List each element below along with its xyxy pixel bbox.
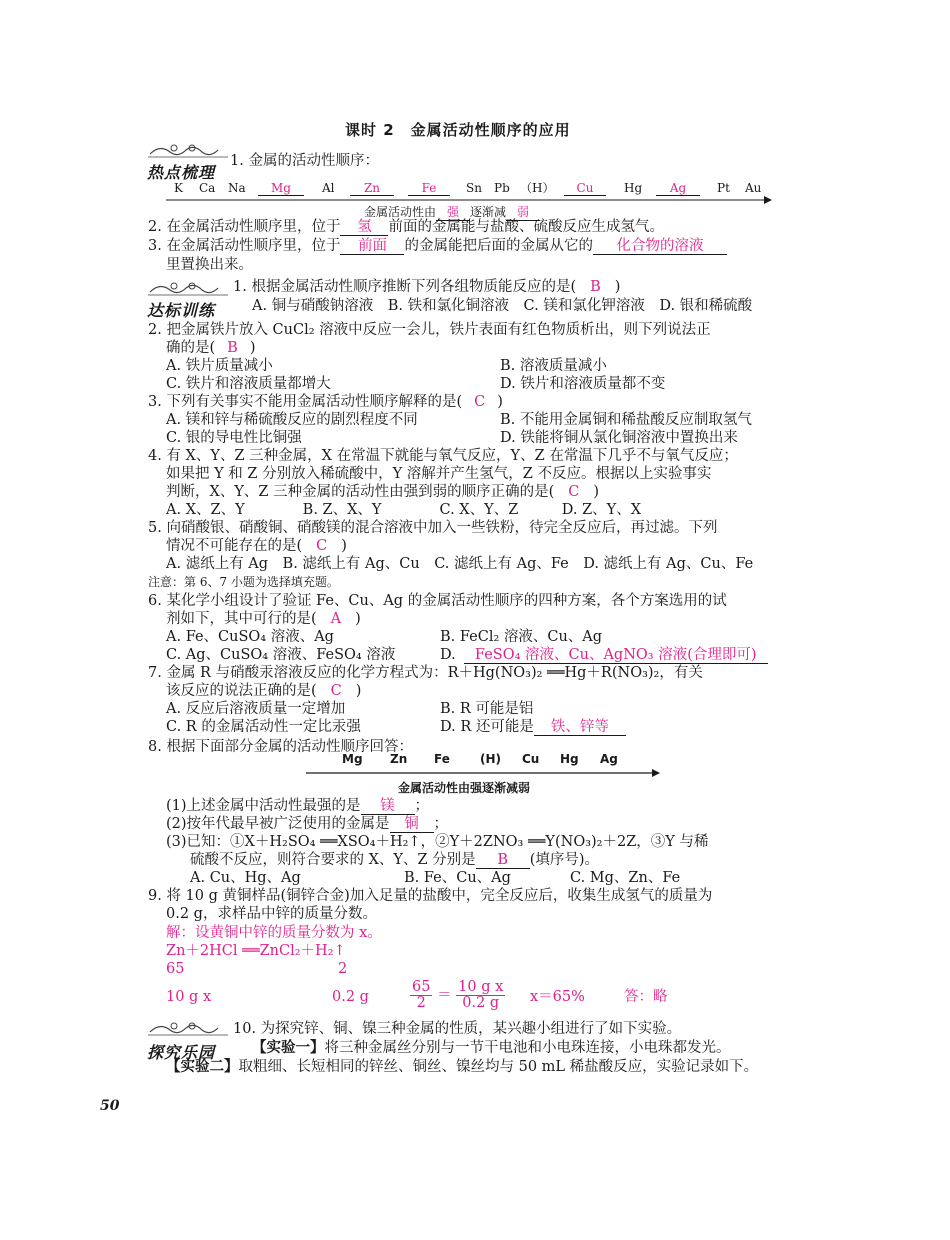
d9-solution-4b: 0.2 g [332, 989, 369, 1005]
metal-blank-Fe: Fe [408, 181, 450, 196]
d2-stem-1: 2. 把金属铁片放入 CuCl₂ 溶液中反应一会儿，铁片表面有红色物质析出，则下列说法正 [148, 322, 711, 338]
d8-metal-Cu: Cu [522, 752, 540, 766]
d8-metal-H: (H) [480, 752, 502, 766]
metal-blank-Zn: Zn [350, 181, 394, 196]
d4-line-2: 如果把 Y 和 Z 分别放入稀硫酸中，Y 溶解并产生氢气，Z 不反应。根据以上实验事实 [166, 466, 712, 482]
page-title: 课时 2 金属活动性顺序的应用 [345, 121, 571, 139]
metal-blank-Ag: Ag [656, 181, 700, 196]
d8-metal-Fe: Fe [434, 752, 450, 766]
d6-option-a: A. Fe、CuSO₄ 溶液、Ag [166, 629, 334, 645]
ornament-icon [146, 1018, 230, 1038]
d8-metal-series [300, 752, 660, 768]
d7-option-d: D. R 还可能是 铁、锌等 [440, 718, 626, 736]
d5-line-2: 情况不可能存在的是( C ) [166, 538, 347, 554]
metal-Al: Al [322, 181, 335, 195]
d7-line-2: 该反应的说法正确的是( C ) [166, 683, 362, 699]
d6-line-2: 剂如下，其中可行的是( A ) [166, 611, 361, 627]
d7-option-b: B. R 可能是铝 [440, 701, 534, 717]
d3-answer: C [474, 394, 486, 410]
d1-options: A. 铜与硝酸钠溶液 B. 铁和氯化铜溶液 C. 镁和氯化钾溶液 D. 银和稀硫酸 [252, 298, 753, 314]
d3-option-a: A. 镁和锌与稀硫酸反应的剧烈程度不同 [166, 412, 418, 428]
d9-line-2: 0.2 g，求样品中锌的质量分数。 [166, 906, 377, 922]
metal-Ca: Ca [199, 181, 216, 195]
d3-option-d: D. 铁能将铜从氯化铜溶液中置换出来 [500, 430, 738, 446]
d9-solution-3a: 65 [166, 961, 185, 977]
d1-answer: B [590, 279, 601, 295]
d8-option-c: C. Mg、Zn、Fe [570, 870, 681, 886]
s1-q3: 3. 在金属活动性顺序里，位于 前面 的金属能把后面的金属从它的 化合物的溶液 [148, 237, 727, 255]
q3-blank-2: 化合物的溶液 [593, 238, 727, 255]
s1-q1: 1. 金属的活动性顺序： [230, 153, 379, 169]
d6-option-b: B. FeCl₂ 溶液、Cu、Ag [440, 629, 603, 645]
s1-q3-cont: 里置换出来。 [166, 257, 253, 273]
d9-result: x＝65% [530, 989, 585, 1005]
metal-Au: Au [745, 181, 762, 195]
q3-blank-1: 前面 [340, 238, 404, 255]
d7-option-c: C. R 的金属活动性一定比汞强 [166, 719, 361, 735]
d9-solution-3b: 2 [338, 961, 348, 977]
metal-Hg: Hg [624, 181, 643, 195]
d8-blank-1: 镁 [361, 798, 415, 815]
d5-line-1: 5. 向硝酸银、硝酸铜、硝酸镁的混合溶液中加入一些铁粉，待完全反应后，再过滤。下列 [148, 520, 718, 536]
d2-option-d: D. 铁片和溶液质量都不变 [500, 376, 666, 392]
q2-blank: 氢 [340, 219, 388, 236]
e10-stem: 10. 为探究锌、铜、镍三种金属的性质，某兴趣小组进行了如下实验。 [233, 1021, 682, 1037]
d2-option-c: C. 铁片和溶液质量都增大 [166, 376, 331, 392]
metal-blank-Mg: Mg [258, 181, 304, 196]
d9-line-1: 9. 将 10 g 黄铜样品(铜锌合金)加入足量的盐酸中，完全反应后，收集生成氢气的质量为 [148, 888, 713, 904]
d2-answer: B [227, 340, 238, 356]
d6-answer: A [330, 611, 342, 627]
page-number: 50 [100, 1098, 120, 1114]
d9-proportion: $\frac{65}{2}$ ＝ $\frac{\text{10 g x}}{0.2 g}$ [412, 979, 504, 1011]
d3-option-c: C. 银的导电性比铜强 [166, 430, 302, 446]
d5-options: A. 滤纸上有 Ag B. 滤纸上有 Ag、Cu C. 滤纸上有 Ag、Fe D. 滤纸上有 Ag、Cu、Fe [166, 556, 754, 572]
ornament-icon [146, 278, 230, 298]
d7-option-a: A. 反应后溶液质量一定增加 [166, 701, 346, 717]
d3-option-b: B. 不能用金属铜和稀盐酸反应制取氢气 [500, 412, 752, 428]
d9-answer-note: 答：略 [624, 989, 668, 1005]
d4-answer: C [568, 484, 580, 500]
arrow-blank-weak: 弱 [506, 204, 540, 221]
d8-option-b: B. Fe、Cu、Ag [404, 870, 511, 886]
d8-arrow-icon [306, 768, 660, 778]
d8-part-1: (1)上述金属中活动性最强的是 镁 ； [166, 798, 430, 814]
d7-line-1: 7. 金属 R 与硝酸汞溶液反应的化学方程式为：R＋Hg(NO₃)₂ ══Hg＋R(NO₃)₂，有关 [148, 665, 703, 681]
metal-Sn: Sn [466, 181, 482, 195]
d4-options: A. X、Z、Y B. Z、X、Y C. X、Y、Z D. Z、Y、X [166, 502, 642, 518]
d9-solution-2: Zn＋2HCl ══ZnCl₂＋H₂↑ [166, 943, 346, 959]
metal-K: K [174, 181, 183, 195]
metal-H: （H） [520, 181, 555, 195]
metal-blank-Cu: Cu [564, 181, 606, 196]
section-drill: 达标训练 [147, 301, 216, 320]
arrow-blank-strong: 强 [436, 204, 470, 221]
d2-option-b: B. 溶液质量减小 [500, 358, 607, 374]
d7-answer: C [330, 683, 342, 699]
d1-stem: 1. 根据金属活动性顺序推断下列各组物质能反应的是( B ) [233, 279, 621, 295]
d8-option-a: A. Cu、Hg、Ag [190, 870, 301, 886]
activity-arrow-label: 金属活动性由 强 逐渐减 弱 [364, 204, 540, 221]
e10-exp2: 【实验二】取粗细、长短相同的锌丝、铜丝、镍丝均与 50 mL 稀盐酸反应，实验记录如下。 [166, 1058, 759, 1075]
note: 注意：第 6、7 小题为选择填充题。 [148, 575, 339, 589]
d5-answer: C [316, 538, 328, 554]
d6-line-1: 6. 某化学小组设计了验证 Fe、Cu、Ag 的金属活动性顺序的四种方案，各个方案选用的试 [148, 593, 727, 609]
d8-part-3-line-2: 硫酸不反应，则符合要求的 X、Y、Z 分别是 B (填序号)。 [190, 852, 600, 868]
d9-solution-4a: 10 g x [166, 989, 212, 1005]
d8-metal-Ag: Ag [600, 752, 618, 766]
s1-q2: 2. 在金属活动性顺序里，位于 氢 前面的金属能与盐酸、硫酸反应生成氢气。 [148, 219, 664, 235]
d3-stem: 3. 下列有关事实不能用金属活动性顺序解释的是( C ) [148, 394, 503, 410]
d8-part-3-line-1: (3)已知：①X＋H₂SO₄ ══XSO₄＋H₂↑，②Y＋2ZNO₃ ══Y(NO₃)₂＋2Z，③Y 与稀 [166, 834, 709, 850]
d4-line-3: 判断，X、Y、Z 三种金属的活动性由强到弱的顺序正确的是( C ) [166, 484, 600, 500]
d4-line-1: 4. 有 X、Y、Z 三种金属，X 在常温下就能与氧气反应，Y、Z 在常温下几乎不与氧气反应； [148, 448, 738, 464]
metal-Pb: Pb [494, 181, 510, 195]
d2-stem-2: 确的是( B ) [166, 340, 256, 356]
d2-option-a: A. 铁片质量减小 [166, 358, 273, 374]
metal-Pt: Pt [717, 181, 730, 195]
d8-metal-Hg: Hg [560, 752, 579, 766]
d6-option-d: D. FeSO₄ 溶液、Cu、AgNO₃ 溶液(合理即可) [440, 646, 768, 664]
section-explore: 探究乐园 [147, 1043, 216, 1062]
d6-option-c: C. Ag、CuSO₄ 溶液、FeSO₄ 溶液 [166, 647, 396, 663]
d6-blank: FeSO₄ 溶液、Cu、AgNO₃ 溶液(合理即可) [464, 647, 768, 664]
metal-Na: Na [228, 181, 246, 195]
d8-blank-2: 铜 [390, 816, 434, 833]
d7-blank: 铁、锌等 [534, 719, 626, 736]
d8-arrow-label: 金属活动性由强逐渐减弱 [398, 781, 531, 795]
d8-metal-Zn: Zn [390, 752, 408, 766]
d8-blank-3: B [476, 852, 530, 869]
d9-solution-1: 解：设黄铜中锌的质量分数为 x。 [166, 925, 382, 941]
section-hotspot: 热点梳理 [147, 163, 216, 182]
d8-part-2: (2)按年代最早被广泛使用的金属是 铜 ； [166, 816, 449, 832]
d8-stem: 8. 根据下面部分金属的活动性顺序回答： [148, 739, 413, 755]
ornament-icon [146, 140, 230, 160]
d8-metal-Mg: Mg [342, 752, 363, 766]
e10-exp1: 【实验一】将三种金属丝分别与一节干电池和小电珠连接，小电珠都发光。 [252, 1039, 731, 1056]
